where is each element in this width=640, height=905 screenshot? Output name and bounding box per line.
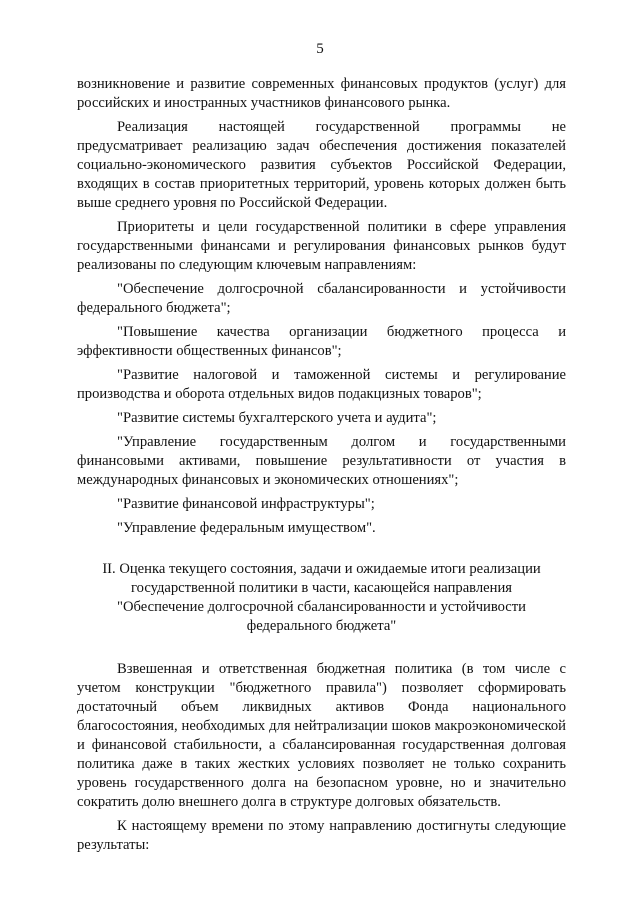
direction-item: "Обеспечение долгосрочной сбалансированности и устойчивости федерального бюджета"; (77, 281, 566, 316)
heading-line: "Обеспечение долгосрочной сбалансированности и устойчивости (117, 599, 526, 615)
direction-item: "Управление федеральным имуществом". (117, 520, 376, 536)
section-heading (77, 560, 566, 636)
direction-item: "Управление государственным долгом и государственными финансовыми активами, повышение результативности от участия в международных финансовых и экономических отношениях"; (77, 434, 566, 488)
page-number: 5 (316, 41, 324, 57)
heading-line: II. Оценка текущего состояния, задачи и ожидаемые итоги реализации (102, 561, 541, 577)
paragraph-priorities-intro: Приоритеты и цели государственной политики в сфере управления государственными финансами и регулирования финансовых рынков будут реализованы по следующим ключевым направлениям: (77, 219, 566, 273)
heading-line: государственной политики в части, касающейся направления (131, 580, 512, 596)
paragraph-priority-territories: Реализация настоящей государственной программы не предусматривает реализацию задач обеспечения достижения показателей социально-экономического развития субъектов Российской Федерации, входящих в состав приоритетных территорий, уровень которых должен быть выше среднего уровня по Российской Федерации. (77, 119, 566, 211)
paragraph-continuation: возникновение и развитие современных финансовых продуктов (услуг) для российских и иностранных участников финансового рынка. (77, 76, 566, 111)
direction-item: "Повышение качества организации бюджетного процесса и эффективности общественных финансов"; (77, 324, 566, 359)
paragraph-budget-policy: Взвешенная и ответственная бюджетная политика (в том числе с учетом конструкции "бюджетного правила") позволяет сформировать достаточный объем ликвидных активов Фонда национального благосостояния, необходимых для нейтрализации шоков макроэкономической и финансовой стабильности, а сбалансированная государственная долговая политика даже в таких жестких условиях позволяет не только сохранить уровень государственного долга на безопасном уровне, но и значительно сократить долю внешнего долга в структуре долговых обязательств. (77, 661, 566, 810)
direction-item: "Развитие финансовой инфраструктуры"; (117, 496, 375, 512)
paragraph-results-intro: К настоящему времени по этому направлению достигнуты следующие результаты: (77, 818, 566, 853)
direction-item: "Развитие системы бухгалтерского учета и аудита"; (117, 410, 437, 426)
document-body (77, 75, 566, 855)
direction-item: "Развитие налоговой и таможенной системы и регулирование производства и оборота отдельных видов подакцизных товаров"; (77, 367, 566, 402)
heading-line: федерального бюджета" (246, 618, 397, 634)
